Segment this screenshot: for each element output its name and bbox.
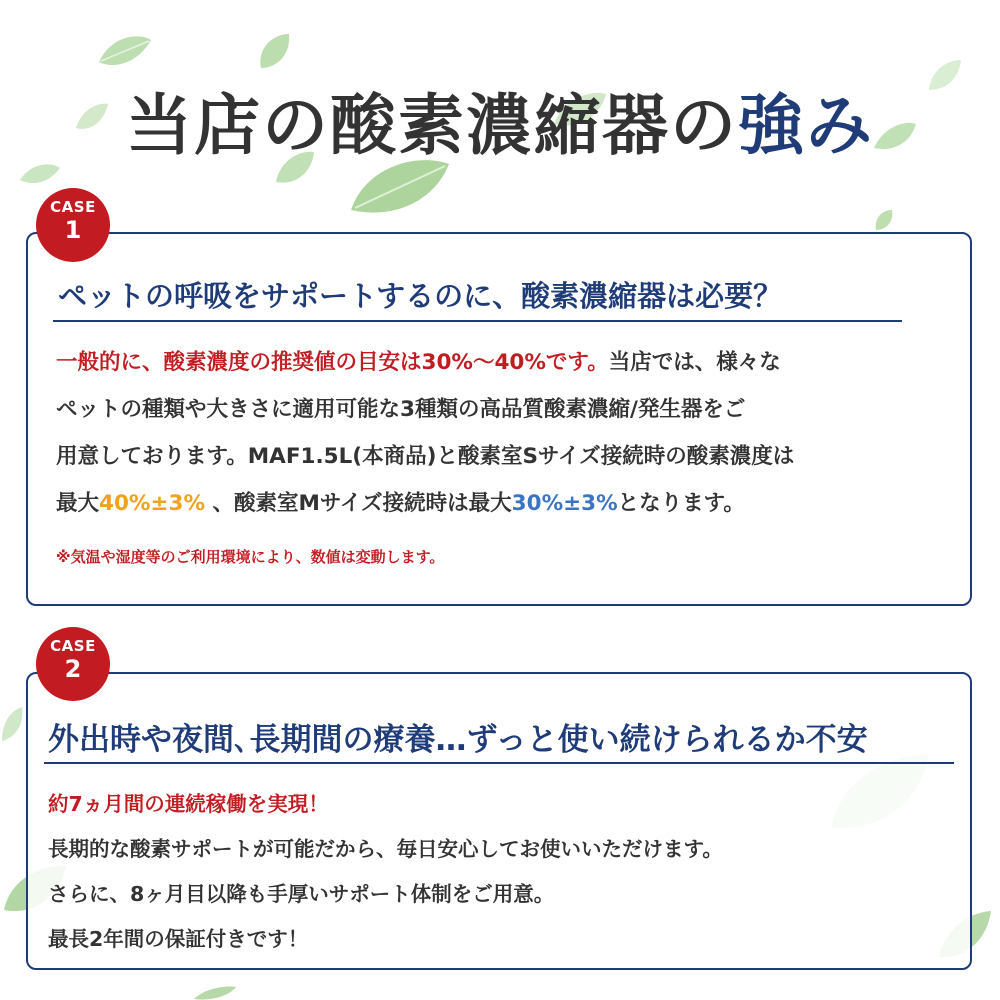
case2-heading — [28, 714, 970, 759]
case1-badge-label: CASE — [50, 198, 96, 216]
oxygen-concentration-m: 30%±3% — [511, 491, 618, 516]
leaf-decoration-icon — [190, 985, 240, 1000]
case1-badge-number: 1 — [64, 216, 82, 244]
page-title-accent: 強み — [738, 86, 874, 164]
case2-line-2: 長期的な酸素サポートが可能だから、毎日安心してお使いいただけます。 — [48, 837, 723, 861]
case2-card — [26, 672, 972, 970]
case1-line-4 — [56, 480, 966, 527]
case2-heading-text: 外出時や夜間､長期間の療養…ずっと使い続けられるか不安 — [48, 722, 868, 758]
page-title-main: 当店の酸素濃縮器の — [126, 86, 738, 164]
case1-body — [56, 339, 966, 527]
page-title — [0, 72, 1000, 167]
case1-highlight: 一般的に、酸素濃度の推奨値の目安は30%〜40%です。 — [56, 350, 609, 375]
case1-line-4-mid: 、酸素室Mサイズ接続時は最大 — [205, 491, 512, 516]
case1-card — [26, 232, 972, 606]
case2-lead: 約7ヵ月間の連続稼働を実現！ — [48, 792, 329, 816]
case2-badge — [36, 627, 110, 701]
case1-line-4-post: となります。 — [617, 491, 745, 516]
case2-badge-number: 2 — [64, 655, 82, 683]
leaf-decoration-icon — [872, 208, 896, 234]
case2-badge-label: CASE — [50, 637, 96, 655]
case1-line-1 — [56, 339, 966, 386]
case1-line-1-text: 当店では、様々な — [608, 350, 781, 375]
case1-line-4-pre: 最大 — [56, 491, 100, 516]
case2-line-3: さらに、8ヶ月目以降も手厚いサポート体制をご用意。 — [48, 882, 555, 906]
case1-heading-text: ペットの呼吸をサポートするのに、酸素濃縮器は必要？ — [58, 279, 783, 313]
case1-badge — [36, 188, 110, 262]
case1-note: ※気温や湿度等のご利用環境により、数値は変動します。 — [56, 548, 445, 566]
case2-line-4: 最長2年間の保証付きです！ — [48, 927, 309, 951]
oxygen-concentration-s: 40%±3% — [99, 491, 205, 516]
case2-heading-underline — [44, 762, 954, 764]
case1-line-2: ペットの種類や大きさに適用可能な3種類の高品質酸素濃縮/発生器をご — [56, 397, 746, 422]
case2-body — [48, 782, 968, 962]
case1-heading — [28, 274, 970, 315]
case1-heading-underline — [53, 320, 902, 322]
leaf-decoration-icon — [255, 30, 295, 72]
case1-line-3: 用意しております。MAF1.5L(本商品)と酸素室Sサイズ接続時の酸素濃度は — [56, 444, 795, 469]
leaf-decoration-icon — [0, 705, 26, 745]
leaf-decoration-icon — [95, 32, 155, 72]
